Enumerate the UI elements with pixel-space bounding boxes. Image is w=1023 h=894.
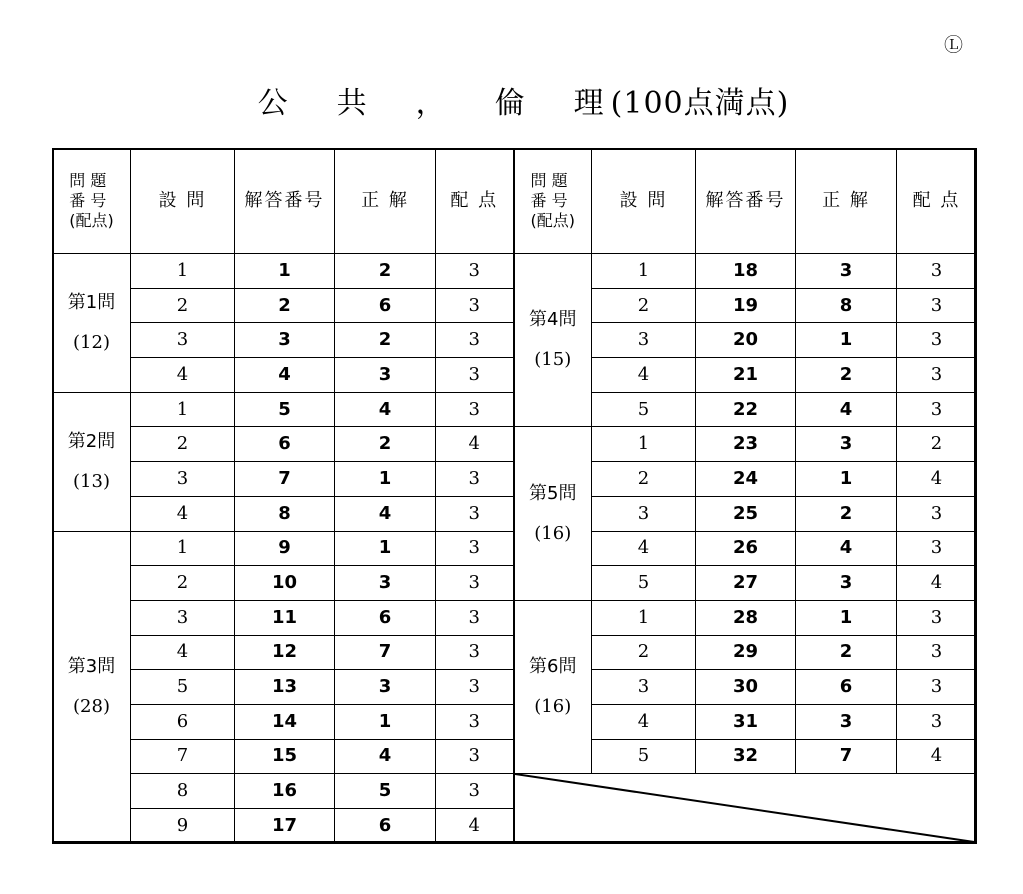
left-points-cell: 3 — [436, 704, 514, 739]
left-answer-number-cell: 2 — [235, 288, 335, 323]
left-setsumon-cell: 7 — [131, 739, 235, 774]
left-points-cell: 3 — [436, 531, 514, 566]
question-points-q6: (16) — [534, 696, 572, 718]
right-correct-answer-cell: 2 — [796, 358, 897, 393]
right-points-cell: 3 — [897, 392, 977, 427]
left-points-cell: 3 — [436, 323, 514, 358]
header-qno-line1-right: 問 題 — [530, 171, 568, 190]
header-question-number — [53, 149, 131, 254]
left-points-cell: 3 — [436, 566, 514, 601]
right-points-cell: 3 — [897, 496, 977, 531]
question-name-q4: 第4問 — [529, 309, 577, 331]
left-correct-answer-cell: 1 — [335, 704, 436, 739]
header-answer-number-right: 解答番号 — [696, 149, 796, 254]
header-qno-line1: 問 題 — [69, 171, 107, 190]
right-answer-number-cell: 21 — [696, 358, 796, 393]
header-row — [53, 149, 977, 254]
table-row — [53, 600, 977, 635]
left-points-cell: 3 — [436, 392, 514, 427]
right-correct-answer-cell: 2 — [796, 496, 897, 531]
left-correct-answer-cell: 4 — [335, 496, 436, 531]
left-correct-answer-cell: 4 — [335, 392, 436, 427]
left-points-cell: 3 — [436, 254, 514, 289]
left-answer-number-cell: 8 — [235, 496, 335, 531]
title-char-2: 共 — [336, 86, 368, 121]
title-char-1: 公 — [257, 86, 289, 121]
header-qno-line3: (配点) — [69, 211, 114, 230]
right-answer-number-cell: 22 — [696, 392, 796, 427]
left-points-cell: 4 — [436, 427, 514, 462]
right-points-cell: 3 — [897, 323, 977, 358]
right-setsumon-cell: 2 — [592, 462, 696, 497]
left-setsumon-cell: 3 — [131, 323, 235, 358]
question-points-q3: (28) — [73, 696, 110, 718]
right-correct-answer-cell: 8 — [796, 288, 897, 323]
left-setsumon-cell: 1 — [131, 531, 235, 566]
left-points-cell: 3 — [436, 462, 514, 497]
left-points-cell: 3 — [436, 288, 514, 323]
right-correct-answer-cell: 3 — [796, 427, 897, 462]
right-answer-number-cell: 31 — [696, 704, 796, 739]
left-setsumon-cell: 1 — [131, 254, 235, 289]
left-setsumon-cell: 6 — [131, 704, 235, 739]
right-setsumon-cell: 1 — [592, 427, 696, 462]
right-correct-answer-cell: 7 — [796, 739, 897, 774]
left-answer-number-cell: 7 — [235, 462, 335, 497]
right-answer-number-cell: 29 — [696, 635, 796, 670]
right-correct-answer-cell: 1 — [796, 462, 897, 497]
question-name-q5: 第5問 — [529, 482, 577, 504]
question-name-q2: 第2問 — [67, 430, 116, 452]
left-answer-number-cell: 5 — [235, 392, 335, 427]
header-question-number-right — [514, 149, 592, 254]
right-correct-answer-cell: 4 — [796, 392, 897, 427]
header-correct-right: 正 解 — [796, 149, 897, 254]
left-setsumon-cell: 4 — [131, 358, 235, 393]
header-qno-line2: 番 号 — [69, 191, 107, 210]
left-answer-number-cell: 14 — [235, 704, 335, 739]
right-answer-number-cell: 18 — [696, 254, 796, 289]
left-correct-answer-cell: 6 — [335, 288, 436, 323]
question-name-q3: 第3問 — [67, 656, 116, 678]
table-row — [53, 427, 977, 462]
left-correct-answer-cell: 3 — [335, 358, 436, 393]
right-answer-number-cell: 23 — [696, 427, 796, 462]
left-setsumon-cell: 2 — [131, 566, 235, 601]
left-answer-number-cell: 11 — [235, 600, 335, 635]
left-setsumon-cell: 9 — [131, 809, 235, 844]
right-points-cell: 4 — [897, 462, 977, 497]
right-answer-number-cell: 32 — [696, 739, 796, 774]
right-answer-number-cell: 27 — [696, 566, 796, 601]
header-points-right: 配 点 — [897, 149, 977, 254]
left-points-cell: 3 — [436, 600, 514, 635]
left-answer-number-cell: 1 — [235, 254, 335, 289]
left-correct-answer-cell: 5 — [335, 774, 436, 809]
left-setsumon-cell: 5 — [131, 670, 235, 705]
question-points-q4: (15) — [534, 349, 572, 371]
title-char-4: 理 — [573, 86, 605, 121]
right-answer-number-cell: 28 — [696, 600, 796, 635]
left-answer-number-cell: 4 — [235, 358, 335, 393]
header-qno-line3-right: (配点) — [530, 211, 575, 230]
right-points-cell: 3 — [897, 531, 977, 566]
left-points-cell: 3 — [436, 739, 514, 774]
left-points-cell: 3 — [436, 774, 514, 809]
right-points-cell: 3 — [897, 704, 977, 739]
question-name-q6: 第6問 — [529, 656, 577, 678]
left-correct-answer-cell: 1 — [335, 462, 436, 497]
right-points-cell: 3 — [897, 635, 977, 670]
right-correct-answer-cell: 1 — [796, 323, 897, 358]
question-cell-q4 — [514, 254, 592, 427]
right-setsumon-cell: 4 — [592, 704, 696, 739]
question-cell-q6 — [514, 600, 592, 773]
header-correct: 正 解 — [335, 149, 436, 254]
header-setsumon: 設 問 — [131, 149, 235, 254]
right-points-cell: 3 — [897, 358, 977, 393]
left-points-cell: 3 — [436, 670, 514, 705]
left-correct-answer-cell: 1 — [335, 531, 436, 566]
title-char-3: 倫 — [494, 86, 526, 121]
question-points-q2: (13) — [73, 470, 110, 492]
left-answer-number-cell: 13 — [235, 670, 335, 705]
right-correct-answer-cell: 2 — [796, 635, 897, 670]
left-setsumon-cell: 3 — [131, 600, 235, 635]
left-answer-number-cell: 16 — [235, 774, 335, 809]
right-correct-answer-cell: 3 — [796, 566, 897, 601]
right-answer-number-cell: 26 — [696, 531, 796, 566]
left-answer-number-cell: 3 — [235, 323, 335, 358]
right-setsumon-cell: 2 — [592, 288, 696, 323]
right-answer-number-cell: 19 — [696, 288, 796, 323]
header-points: 配 点 — [436, 149, 514, 254]
question-cell-q3 — [53, 531, 131, 843]
left-answer-number-cell: 10 — [235, 566, 335, 601]
right-answer-number-cell: 25 — [696, 496, 796, 531]
left-correct-answer-cell: 6 — [335, 809, 436, 844]
right-setsumon-cell: 5 — [592, 739, 696, 774]
question-cell-q5 — [514, 427, 592, 600]
left-setsumon-cell: 4 — [131, 496, 235, 531]
left-setsumon-cell: 8 — [131, 774, 235, 809]
right-correct-answer-cell: 4 — [796, 531, 897, 566]
right-correct-answer-cell: 6 — [796, 670, 897, 705]
right-setsumon-cell: 5 — [592, 392, 696, 427]
blank-diagonal-cell — [514, 774, 977, 843]
right-correct-answer-cell: 1 — [796, 600, 897, 635]
left-setsumon-cell: 3 — [131, 462, 235, 497]
left-answer-number-cell: 6 — [235, 427, 335, 462]
answer-table-wrapper — [52, 148, 976, 843]
left-correct-answer-cell: 4 — [335, 739, 436, 774]
left-answer-number-cell: 15 — [235, 739, 335, 774]
right-setsumon-cell: 3 — [592, 323, 696, 358]
version-marker: Ⓛ — [944, 34, 964, 56]
right-points-cell: 3 — [897, 254, 977, 289]
right-setsumon-cell: 1 — [592, 600, 696, 635]
right-points-cell: 2 — [897, 427, 977, 462]
page-title — [0, 78, 1023, 122]
left-setsumon-cell: 1 — [131, 392, 235, 427]
right-answer-number-cell: 20 — [696, 323, 796, 358]
question-points-q5: (16) — [534, 522, 572, 544]
right-answer-number-cell: 24 — [696, 462, 796, 497]
right-points-cell: 3 — [897, 600, 977, 635]
question-cell-q1 — [53, 254, 131, 393]
right-setsumon-cell: 1 — [592, 254, 696, 289]
left-setsumon-cell: 4 — [131, 635, 235, 670]
answer-table — [52, 148, 977, 844]
question-points-q1: (12) — [73, 331, 110, 353]
right-setsumon-cell: 2 — [592, 635, 696, 670]
left-answer-number-cell: 9 — [235, 531, 335, 566]
left-setsumon-cell: 2 — [131, 288, 235, 323]
left-points-cell: 3 — [436, 358, 514, 393]
right-setsumon-cell: 4 — [592, 531, 696, 566]
right-setsumon-cell: 4 — [592, 358, 696, 393]
right-correct-answer-cell: 3 — [796, 254, 897, 289]
right-points-cell: 3 — [897, 670, 977, 705]
left-correct-answer-cell: 2 — [335, 427, 436, 462]
left-correct-answer-cell: 2 — [335, 254, 436, 289]
right-setsumon-cell: 3 — [592, 496, 696, 531]
question-cell-q2 — [53, 392, 131, 531]
header-answer-number: 解答番号 — [235, 149, 335, 254]
left-correct-answer-cell: 6 — [335, 600, 436, 635]
right-setsumon-cell: 3 — [592, 670, 696, 705]
table-row — [53, 774, 977, 809]
question-name-q1: 第1問 — [67, 291, 116, 313]
left-answer-number-cell: 17 — [235, 809, 335, 844]
title-comma: ， — [415, 86, 447, 121]
right-points-cell: 4 — [897, 739, 977, 774]
left-answer-number-cell: 12 — [235, 635, 335, 670]
right-answer-number-cell: 30 — [696, 670, 796, 705]
left-setsumon-cell: 2 — [131, 427, 235, 462]
right-points-cell: 3 — [897, 288, 977, 323]
right-correct-answer-cell: 3 — [796, 704, 897, 739]
table-row — [53, 254, 977, 289]
left-points-cell: 4 — [436, 809, 514, 844]
diagonal-line — [515, 774, 977, 842]
left-correct-answer-cell: 7 — [335, 635, 436, 670]
left-correct-answer-cell: 3 — [335, 566, 436, 601]
title-total: (100点満点) — [610, 86, 790, 121]
left-points-cell: 3 — [436, 496, 514, 531]
right-setsumon-cell: 5 — [592, 566, 696, 601]
left-correct-answer-cell: 2 — [335, 323, 436, 358]
right-points-cell: 4 — [897, 566, 977, 601]
header-qno-line2-right: 番 号 — [530, 191, 568, 210]
left-correct-answer-cell: 3 — [335, 670, 436, 705]
header-setsumon-right: 設 問 — [592, 149, 696, 254]
left-points-cell: 3 — [436, 635, 514, 670]
